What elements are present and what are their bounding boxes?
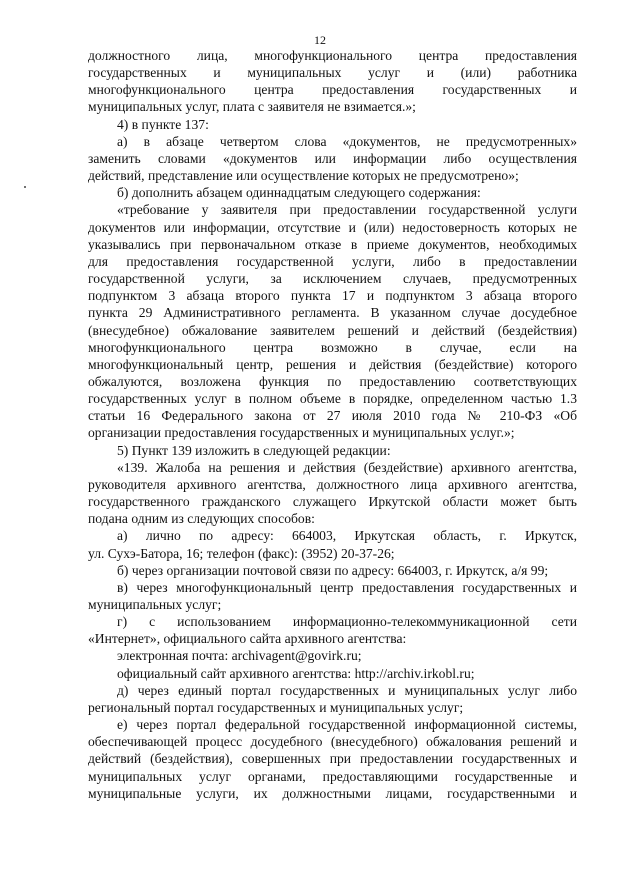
- text-line: руководителя архивного агентства, должностного лица архивного агентства,: [88, 476, 577, 492]
- text-line: многофункциональный центр, решения и действия (бездействие) которого: [88, 356, 577, 372]
- text-line: для предоставления государственной услуги, либо в предоставлении: [88, 253, 577, 269]
- text-line: официальный сайт архивного агентства: http://archiv.irkobl.ru;: [117, 665, 475, 681]
- text-line: а) в абзаце четвертом слова «документов, не предусмотренных»: [117, 133, 577, 149]
- scan-speck: [24, 186, 26, 188]
- text-line: подпунктом 3 абзаца второго пункта 17 и подпунктом 3 абзаца второго: [88, 288, 577, 304]
- text-line: региональный портал государственных и муниципальных услуг;: [88, 699, 464, 715]
- text-line: «требование у заявителя при предоставлении государственной услуги: [117, 202, 577, 218]
- text-line: статьи 16 Федерального закона от 27 июля 2010 года № 210-ФЗ «Об: [88, 408, 577, 424]
- text-line: действий (бездействия), совершенных при предоставлении государственных и: [88, 751, 577, 767]
- text-line: должностного лица, многофункционального центра предоставления: [88, 48, 577, 63]
- text-line: 5) Пункт 139 изложить в следующей редакции:: [117, 442, 391, 458]
- text-line: многофункционального центра возможно в случае, если на: [88, 339, 577, 355]
- text-line: указывались при первоначальном отказе в приеме документов, необходимых: [88, 236, 577, 252]
- text-line: действий, представление или осуществление которых не предусмотрено»;: [88, 168, 519, 184]
- text-line: е) через портал федеральной государственной информационной системы,: [117, 717, 577, 733]
- text-line: государственного гражданского служащего Иркутской области может быть: [88, 494, 577, 510]
- text-line: организации предоставления государственных и муниципальных услуг.»;: [88, 425, 515, 441]
- text-line: пункта 29 Административного регламента. В указанном случае досудебное: [88, 305, 577, 321]
- text-line: (внесудебное) обжалование заявителем решений и действий (бездействия): [88, 322, 577, 338]
- text-line: б) через организации почтовой связи по адресу: 664003, г. Иркутск, а/я 99;: [117, 562, 549, 578]
- text-line: обеспечивающей процесс досудебного (внесудебного) обжалования решений и: [88, 734, 577, 750]
- text-line: ул. Сухэ-Батора, 16; телефон (факс): (3952) 20-37-26;: [88, 545, 395, 561]
- document-body: [88, 47, 577, 802]
- text-line: многофункционального центра предоставления государственных и: [88, 82, 577, 98]
- text-line: г) с использованием информационно-телекоммуникационной сети: [117, 614, 577, 630]
- text-line: заменить словами «документов или информации либо осуществления: [88, 150, 577, 166]
- text-line: документов или информации, отсутствие и (или) недостоверность которых не: [88, 219, 577, 235]
- text-line: «Интернет», официального сайта архивного агентства:: [88, 631, 407, 647]
- text-line: муниципальных услуг;: [88, 597, 222, 612]
- text-line: подана одним из следующих способов:: [88, 511, 315, 527]
- page-number: 12: [314, 33, 326, 47]
- text-line: 4) в пункте 137:: [117, 116, 209, 132]
- text-line: б) дополнить абзацем одиннадцатым следующего содержания:: [117, 185, 481, 201]
- text-line: электронная почта: archivagent@govirk.ru;: [117, 648, 362, 664]
- text-line: обжалуются, возложена функция по предоставлению соответствующих: [88, 373, 577, 389]
- text-line: муниципальных услуг, плата с заявителя не взимается.»;: [88, 99, 416, 115]
- text-line: д) через единый портал государственных и муниципальных услуг либо: [117, 682, 577, 698]
- text-line: «139. Жалоба на решения и действия (бездействие) архивного агентства,: [117, 459, 577, 475]
- text-line: государственной услуги, за исключением случаев, предусмотренных: [88, 271, 577, 287]
- text-line: муниципальных услуг органами, предоставляющими государственные и: [88, 768, 577, 784]
- text-line: а) лично по адресу: 664003, Иркутская область, г. Иркутск,: [117, 528, 577, 544]
- text-line: государственных услуг в полном объеме в порядке, определенном частью 1.3: [88, 391, 577, 407]
- text-line: государственных и муниципальных услуг и (или) работника: [88, 65, 577, 81]
- text-line: в) через многофункциональный центр предоставления государственных и: [117, 579, 577, 595]
- text-line: муниципальные услуги, их должностными лицами, государственными и: [88, 785, 577, 801]
